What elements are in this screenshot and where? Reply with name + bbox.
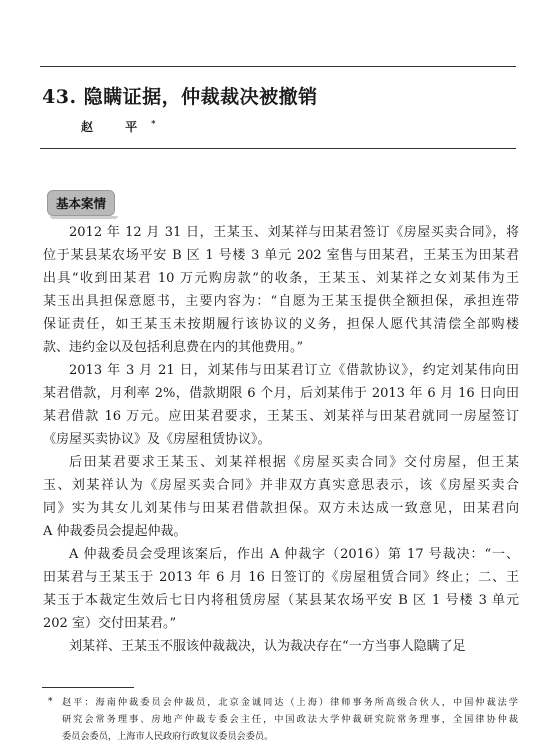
paragraph-line: 某玉出具担保意愿书，主要内容为：“自愿为王某玉提供全额担保，承担连带 [43,294,519,309]
paragraph [43,543,519,635]
paragraph-line: A 仲裁委员会提起仲裁。 [43,524,187,539]
paragraph-line: 2013 年 3 月 21 日，刘某伟与田某君订立《借款协议》，约定刘某伟向田 [69,363,519,378]
paragraph-line: 出具“收到田某君 10 万元购房款”的收条，王某玉、刘某祥之女刘某伟为王 [43,271,519,286]
author-name: 赵 平 [81,120,152,134]
footnote-rule [42,687,134,688]
footnote-line: 赵平：海南仲裁委员会仲裁员，北京金诚同达（上海）律师事务所高级合伙人，中国仲裁法学 [62,697,518,708]
paragraph-line: 某玉于本裁定生效后七日内将租赁房屋（某县某农场平安 B 区 1 号楼 3 单元 [43,593,519,608]
paragraph-line: 保证责任，如王某玉未按期履行该协议的义务，担保人愿代其清偿全部购楼 [43,317,519,332]
author-line [81,118,155,135]
author-footnote-mark: * [151,118,156,128]
footnote-line: 委员会委员，上海市人民政府行政复议委员会委员。 [62,731,274,742]
article-body [43,221,519,658]
paragraph-line: 某君借款 16 万元。应田某君要求，王某玉、刘某祥与田某君就同一房屋签订 [43,409,519,424]
footnote-line: 研究会常务理事、房地产仲裁专委会主任，中国政法大学仲裁研究院常务理事，全国律协仲裁 [62,714,518,725]
header-bottom-rule [40,148,516,149]
paragraph-line: 刘某祥、王某玉不服该仲裁裁决，认为裁决存在“一方当事人隐瞒了足 [69,639,466,654]
paragraph-line: 《房屋买卖协议》及《房屋租赁协议》。 [43,432,271,447]
paragraph-line: 玉、刘某祥认为《房屋买卖合同》并非双方真实意思表示，该《房屋买卖合 [43,478,519,493]
paragraph [43,451,519,543]
paragraph-line: A 仲裁委员会受理该案后，作出 A 仲裁字（2016）第 17 号裁决：“一、 [69,547,519,562]
paragraph-line: 款、违约金以及包括利息费在内的其他费用。” [43,340,304,355]
paragraph-line: 某君借款，月利率 2%，借款期限 6 个月，后刘某伟于 2013 年 6 月 16 日向田 [43,386,519,401]
paragraph-line: 后田某君要求王某玉、刘某祥根据《房屋买卖合同》交付房屋，但王某 [69,455,519,470]
article-title: 43. 隐瞒证据，仲裁裁决被撤销 [42,86,318,108]
paragraph-line: 同》实为其女儿刘某伟与田某君借款担保。双方未达成一致意见，田某君向 [43,501,519,516]
paragraph [43,359,519,451]
section-tag-basic-facts: 基本案情 [47,190,115,216]
paragraph-line: 田某君与王某玉于 2013 年 6 月 16 日签订的《房屋租赁合同》终止；二、王 [43,570,519,585]
paragraph-line: 202 室）交付田某君。” [43,616,177,631]
footnote-mark: * [48,697,53,707]
top-rule [40,66,516,67]
paragraph-line: 2012 年 12 月 31 日，王某玉、刘某祥与田某君签订《房屋买卖合同》，将 [69,225,519,240]
paragraph [43,221,519,359]
paragraph-line: 位于某县某农场平安 B 区 1 号楼 3 单元 202 室售与田某君，王某玉为田某君 [43,248,519,263]
paragraph [43,635,519,658]
footnote [48,694,518,745]
